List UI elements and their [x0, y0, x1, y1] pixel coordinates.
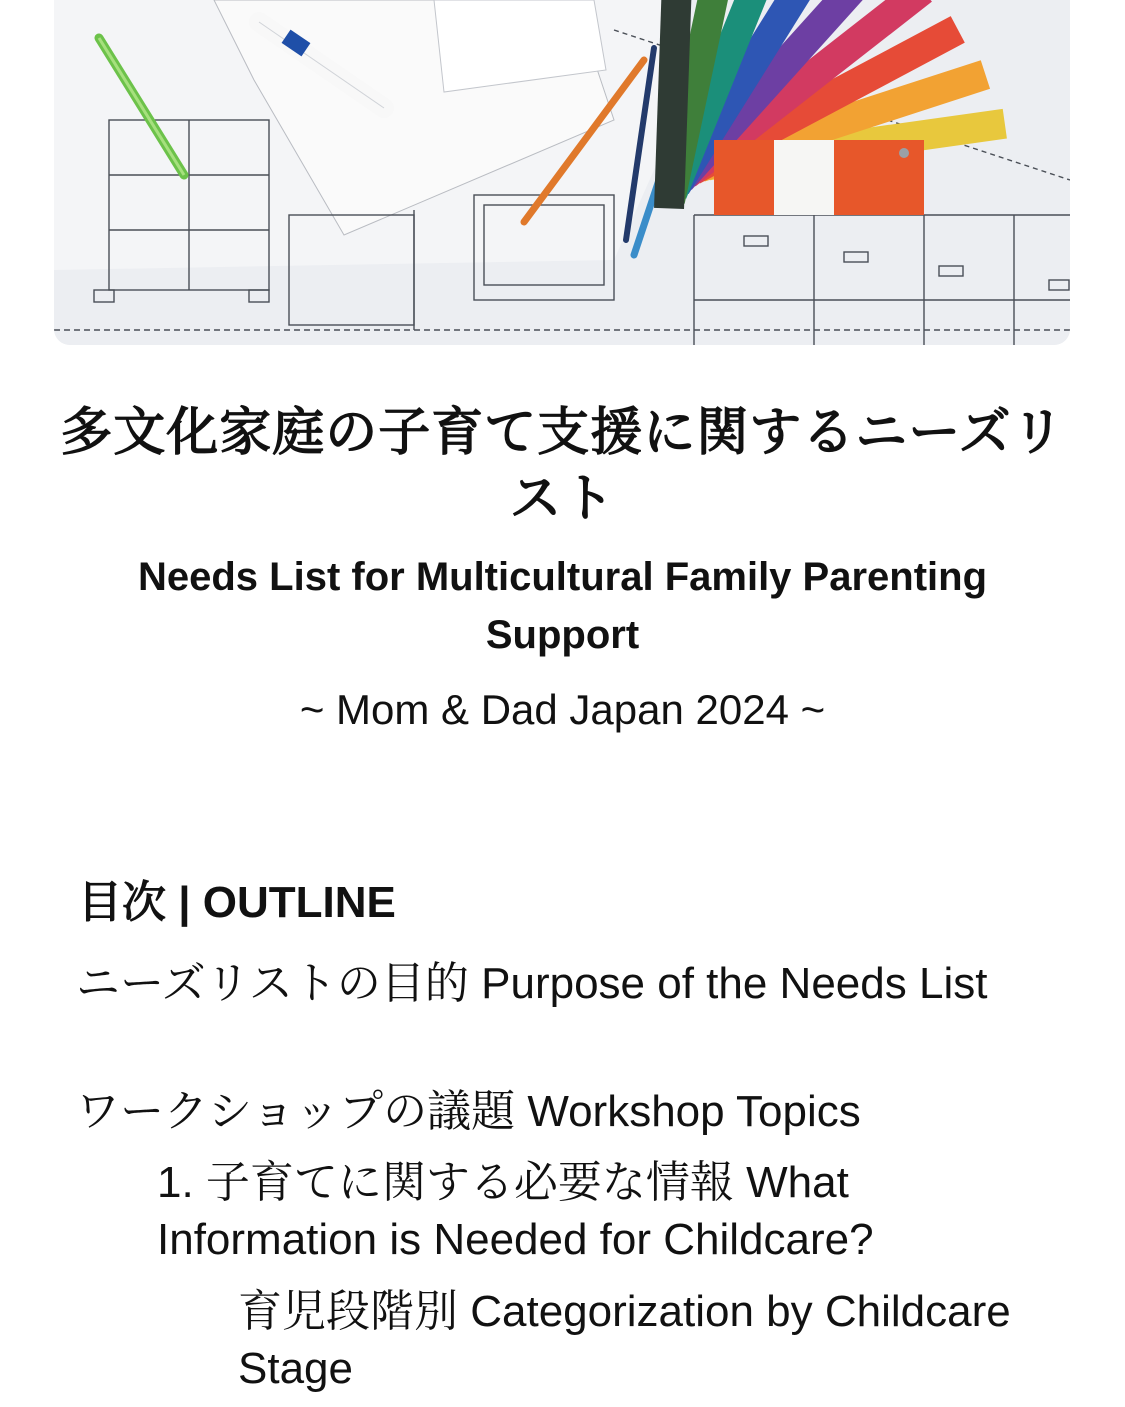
outline-item-workshop-topics[interactable]: ワークショップの議題 Workshop Topics — [76, 1087, 861, 1136]
outline-item-childcare-information[interactable]: 1. 子育てに関する必要な情報 What Information is Needed for Childcare? — [157, 1158, 874, 1264]
blueprint-illustration — [54, 0, 1070, 345]
page-title-japanese: 多文化家庭の子育て支援に関するニーズリスト — [60, 404, 1065, 528]
page-subtitle: ~ Mom & Dad Japan 2024 ~ — [299, 686, 826, 733]
outline-item-purpose[interactable]: ニーズリストの目的 Purpose of the Needs List — [76, 959, 988, 1008]
hero-image — [54, 0, 1070, 345]
outline-heading: 目次 | OUTLINE — [78, 878, 396, 927]
outline-item-childcare-stage[interactable]: 育児段階別 Categorization by Childcare Stage — [238, 1287, 1011, 1393]
page-title-english: Needs List for Multicultural Family Parenting Support — [137, 555, 988, 657]
